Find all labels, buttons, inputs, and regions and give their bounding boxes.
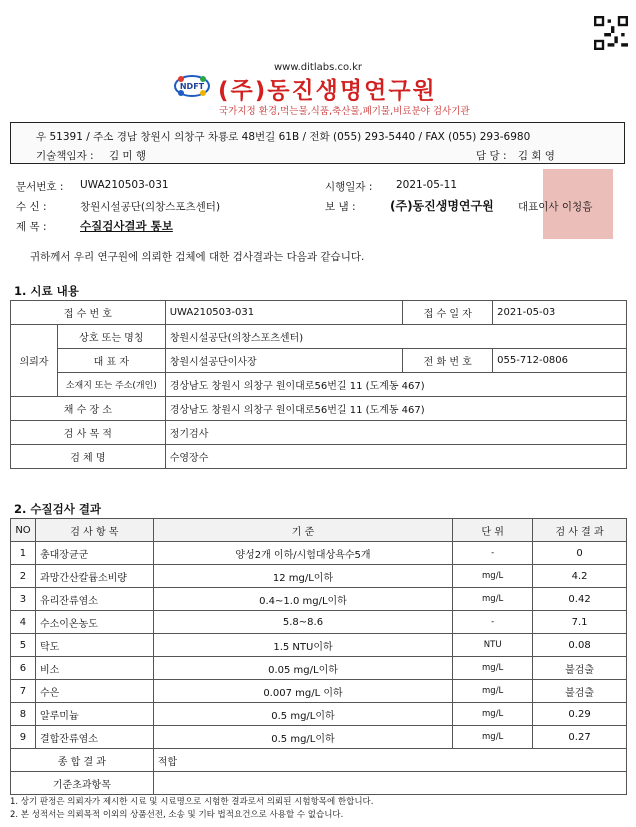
row-standard: 0.5 mg/L이하 — [153, 703, 452, 726]
footnote-2: 2. 본 성적서는 의뢰목적 이외의 상품선전, 소송 및 기타 법적요건으로 사용할 수 없습니다. — [10, 810, 344, 820]
footnote-1: 1. 상기 판정은 의뢰자가 제시한 시료 및 시료명으로 시험한 결과로서 의뢰된 시험항목에 한합니다. — [10, 797, 374, 807]
exceeded-label: 기준초과항목 — [11, 772, 154, 795]
subject: 수질검사결과 통보 — [80, 219, 173, 233]
result-rows — [11, 542, 627, 749]
row-standard: 0.5 mg/L이하 — [153, 726, 452, 749]
row-unit: mg/L — [453, 565, 533, 588]
row-unit: NTU — [453, 634, 533, 657]
website-url[interactable]: www.ditlabs.co.kr — [273, 62, 362, 73]
company-name-label: 상호 또는 명칭 — [57, 325, 165, 349]
result-row — [11, 703, 627, 726]
contact-name: 김 회 영 — [517, 150, 555, 162]
row-no: 4 — [11, 611, 36, 634]
phone-value: 055-712-0806 — [493, 349, 627, 373]
doc-no-label: 문서번호 : — [16, 181, 64, 193]
company-name: (주)동진생명연구원 — [218, 78, 437, 104]
sender-label: 보 냄 : — [325, 201, 356, 213]
header-unit: 단 위 — [453, 519, 533, 542]
result-row — [11, 680, 627, 703]
header-result: 검 사 결 과 — [533, 519, 627, 542]
issue-date-label: 시행일자 : — [325, 181, 373, 193]
representative-value: 창원시설공단이사장 — [165, 349, 403, 373]
contact-person — [476, 148, 555, 163]
row-item: 비소 — [35, 657, 153, 680]
row-item: 결합잔류염소 — [35, 726, 153, 749]
row-unit: mg/L — [453, 657, 533, 680]
results-table — [10, 518, 627, 795]
row-standard: 5.8~8.6 — [153, 611, 452, 634]
sender: (주)동진생명연구원 — [390, 199, 494, 213]
row-no: 6 — [11, 657, 36, 680]
row-no: 9 — [11, 726, 36, 749]
row-no: 8 — [11, 703, 36, 726]
row-no: 7 — [11, 680, 36, 703]
row-result: 0 — [533, 542, 627, 565]
row-item: 수은 — [35, 680, 153, 703]
result-row — [11, 634, 627, 657]
receipt-no: UWA210503-031 — [165, 301, 403, 325]
overall-label: 종 합 결 과 — [11, 749, 154, 772]
result-row — [11, 657, 627, 680]
row-no: 3 — [11, 588, 36, 611]
phone-label: 전 화 번 호 — [403, 349, 493, 373]
purpose-value: 정기검사 — [165, 421, 626, 445]
row-standard: 양성2개 이하/시험대상욕수5개 — [153, 542, 452, 565]
row-unit: mg/L — [453, 588, 533, 611]
overall-value: 적합 — [153, 749, 626, 772]
address-value: 경상남도 창원시 의창구 원이대로56번길 11 (도계동 467) — [165, 373, 626, 397]
sampling-place-label: 채 수 장 소 — [11, 397, 166, 421]
section2-title: 2. 수질검사 결과 — [14, 502, 102, 516]
company-name-value: 창원시설공단(의창스포츠센터) — [165, 325, 626, 349]
client-label: 의뢰자 — [11, 325, 58, 397]
row-item: 과망간산칼륨소비량 — [35, 565, 153, 588]
representative-label: 대 표 자 — [57, 349, 165, 373]
row-no: 5 — [11, 634, 36, 657]
row-standard: 12 mg/L이하 — [153, 565, 452, 588]
tech-manager — [36, 148, 146, 163]
section1-title: 1. 시료 내용 — [14, 284, 79, 298]
company-logo-icon — [173, 74, 211, 98]
row-unit: mg/L — [453, 726, 533, 749]
address-line: 우 51391 / 주소 경남 창원시 의창구 차룡로 48번길 61B / 전화 (055) 293-5440 / FAX (055) 293-6980 — [36, 131, 531, 143]
row-item: 탁도 — [35, 634, 153, 657]
row-result: 0.29 — [533, 703, 627, 726]
tech-manager-name: 김 미 행 — [108, 150, 147, 162]
header-standard: 기 준 — [153, 519, 452, 542]
greeting-text: 귀하께서 우리 연구원에 의뢰한 검체에 대한 검사결과는 다음과 같습니다. — [30, 251, 365, 263]
receipt-no-label: 접 수 번 호 — [11, 301, 166, 325]
representative-signature: 대표이사 이청흠 — [518, 201, 593, 213]
recipient-label: 수 신 : — [16, 201, 47, 213]
row-item: 총대장균군 — [35, 542, 153, 565]
row-standard: 0.05 mg/L이하 — [153, 657, 452, 680]
receipt-date-label: 접 수 일 자 — [403, 301, 493, 325]
company-tagline: 국가지정 환경,먹는물,식품,축산물,폐기물,비료분야 검사기관 — [219, 106, 470, 117]
result-row — [11, 565, 627, 588]
qr-code — [594, 16, 628, 50]
row-result: 7.1 — [533, 611, 627, 634]
row-standard: 1.5 NTU이하 — [153, 634, 452, 657]
row-result: 불검출 — [533, 680, 627, 703]
result-row — [11, 726, 627, 749]
sampling-place-value: 경상남도 창원시 의창구 원이대로56번길 11 (도계동 467) — [165, 397, 626, 421]
row-result: 4.2 — [533, 565, 627, 588]
row-result: 0.27 — [533, 726, 627, 749]
sample-info-table — [10, 300, 627, 469]
row-no: 1 — [11, 542, 36, 565]
exceeded-value — [153, 772, 626, 795]
subject-label: 제 목 : — [16, 221, 47, 233]
row-standard: 0.4~1.0 mg/L이하 — [153, 588, 452, 611]
row-unit: mg/L — [453, 703, 533, 726]
row-unit: mg/L — [453, 680, 533, 703]
row-standard: 0.007 mg/L 이하 — [153, 680, 452, 703]
row-no: 2 — [11, 565, 36, 588]
result-row — [11, 588, 627, 611]
contact-label: 담 당 : — [476, 150, 507, 162]
result-row — [11, 611, 627, 634]
row-result: 0.08 — [533, 634, 627, 657]
result-row — [11, 542, 627, 565]
row-item: 유리잔류염소 — [35, 588, 153, 611]
issue-date: 2021-05-11 — [396, 179, 458, 191]
row-item: 알루미늄 — [35, 703, 153, 726]
purpose-label: 검 사 목 적 — [11, 421, 166, 445]
receipt-date: 2021-05-03 — [493, 301, 627, 325]
row-unit: - — [453, 611, 533, 634]
recipient: 창원시설공단(의창스포츠센터) — [80, 201, 221, 213]
logo-text: NDFT — [179, 82, 205, 91]
header-no: NO — [11, 519, 36, 542]
row-unit: - — [453, 542, 533, 565]
sample-label: 검 체 명 — [11, 445, 166, 469]
row-item: 수소이온농도 — [35, 611, 153, 634]
address-label: 소재지 또는 주소(개인) — [57, 373, 165, 397]
tech-manager-label: 기술책임자 : — [36, 150, 94, 162]
header-item: 검 사 항 목 — [35, 519, 153, 542]
sample-value: 수영장수 — [165, 445, 626, 469]
row-result: 불검출 — [533, 657, 627, 680]
row-result: 0.42 — [533, 588, 627, 611]
doc-no: UWA210503-031 — [80, 179, 169, 191]
